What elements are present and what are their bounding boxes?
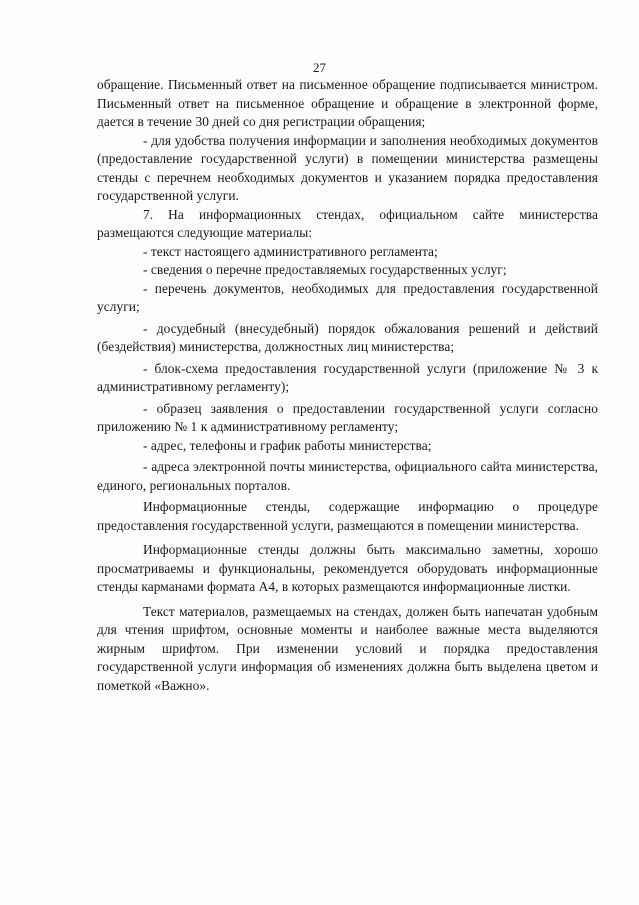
document-body bbox=[97, 76, 598, 695]
list-item: - текст настоящего административного регламента; bbox=[143, 243, 438, 259]
list-item: - адрес, телефоны и график работы министерства; bbox=[143, 437, 432, 453]
list-item: - для удобства получения информации и заполнения необходимых документов (предоставление государственной услуги) в помещении министерства размещены стенды с перечнем необходимых документов и указанием порядка предоставления государственной услуги. bbox=[97, 132, 598, 203]
section-heading-paragraph: 7. На информационных стендах, официальном сайте министерства размещаются следующие материалы: bbox=[97, 206, 598, 240]
list-item: - адреса электронной почты министерства, официального сайта министерства, единого, региональных порталов. bbox=[97, 459, 598, 493]
list-item: - образец заявления о предоставлении государственной услуги согласно приложению № 1 к административному регламенту; bbox=[97, 400, 598, 434]
list-item: - перечень документов, необходимых для предоставления государственной услуги; bbox=[97, 280, 598, 314]
paragraph: обращение. Письменный ответ на письменное обращение подписывается министром. Письменный ответ на письменное обращение и обращение в электронной форме, дается в течение 30 дней со дня регистрации обращения; bbox=[97, 77, 598, 129]
list-item: - досудебный (внесудебный) порядок обжалования решений и действий (бездействия) министерства, должностных лиц министерства; bbox=[97, 320, 598, 354]
page-number: 27 bbox=[313, 60, 326, 75]
list-item: - сведения о перечне предоставляемых государственных услуг; bbox=[143, 262, 507, 277]
list-item: - блок-схема предоставления государственной услуги (приложение № 3 к административному регламенту); bbox=[97, 360, 598, 394]
paragraph: Информационные стенды должны быть максимально заметны, хорошо просматриваемы и функциональны, рекомендуется оборудовать информационные стенды карманами формата А4, в которых размещаются информационные листки. bbox=[97, 542, 598, 594]
paragraph: Информационные стенды, содержащие информацию о процедуре предоставления государственной услуги, размещаются в помещении министерства. bbox=[97, 499, 598, 533]
paragraph: Текст материалов, размещаемых на стендах, должен быть напечатан удобным для чтения шрифтом, основные моменты и наиболее важные места выделяются жирным шрифтом. При изменении условий и порядка предоставления государственной услуги информация об изменениях должна быть выделена цветом и пометкой «Важно». bbox=[97, 603, 598, 693]
